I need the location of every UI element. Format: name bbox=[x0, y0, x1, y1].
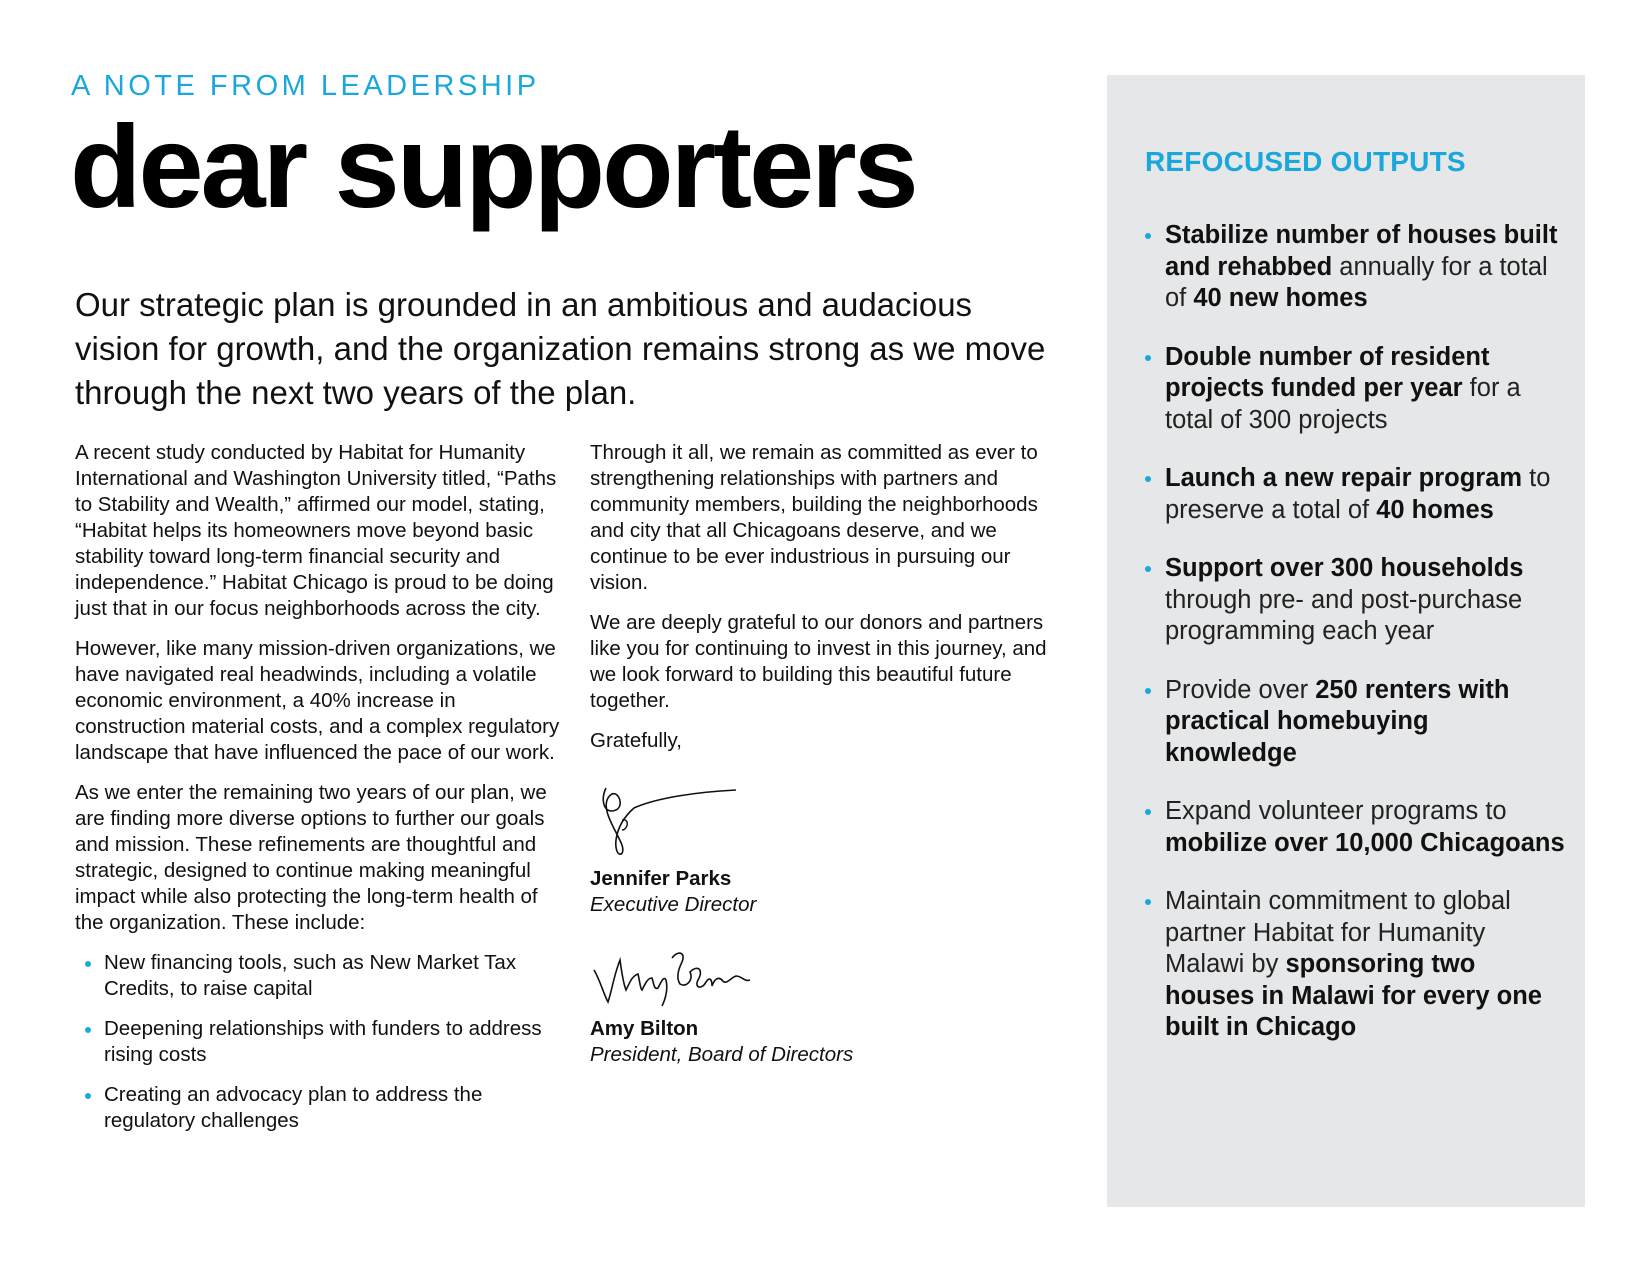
output-item bbox=[1145, 886, 1565, 1044]
bullet-icon bbox=[1145, 233, 1151, 239]
list-item-text: New financing tools, such as New Market Tax Credits, to raise capital bbox=[104, 951, 517, 1000]
output-bold: Launch a new repair program bbox=[1165, 464, 1523, 492]
body-paragraph: We are deeply grateful to our donors and partners like you for continuing to invest in this journey, and we look forward to building this beautiful future together. bbox=[590, 611, 1047, 712]
bullet-icon bbox=[1145, 809, 1151, 815]
body-paragraph: However, like many mission-driven organizations, we have navigated real headwinds, including a volatile economic environment, a 40% increase in construction material costs, and a complex regulatory landscape that have influenced the pace of our work. bbox=[75, 637, 560, 764]
lead-paragraph: Our strategic plan is grounded in an ambitious and audacious vision for growth, and the organization remains strong as we move through the next two years of the plan. bbox=[75, 286, 1046, 411]
output-bold: 250 renters with practical homebuying knowledge bbox=[1165, 675, 1510, 767]
output-bold: mobilize over 10,000 Chicagoans bbox=[1165, 828, 1565, 857]
bullet-icon bbox=[1145, 355, 1151, 361]
right-column bbox=[590, 440, 1065, 1090]
output-item bbox=[1145, 342, 1565, 437]
output-text: Maintain commitment to global partner Habitat for Humanity Malawi by bbox=[1165, 887, 1511, 978]
bullet-icon bbox=[1145, 899, 1151, 905]
list-item-text: Deepening relationships with funders to address rising costs bbox=[104, 1017, 542, 1066]
eyebrow: A NOTE FROM LEADERSHIP bbox=[71, 70, 540, 102]
signature-jennifer-parks bbox=[586, 770, 746, 860]
output-text: for a total of 300 projects bbox=[1165, 374, 1521, 434]
signer-role: President, Board of Directors bbox=[590, 1043, 854, 1066]
panel-title: REFOCUSED OUTPUTS bbox=[1145, 146, 1466, 177]
output-bold: 40 new homes bbox=[1193, 284, 1368, 312]
initiatives-list bbox=[75, 950, 565, 1134]
output-item bbox=[1145, 220, 1565, 315]
signer-block bbox=[590, 770, 1065, 918]
signer-block bbox=[590, 940, 1065, 1068]
output-item bbox=[1145, 463, 1565, 526]
body-paragraph: Through it all, we remain as committed as ever to strengthening relationships with partners and community members, building the neighborhoods and city that all Chicagoans deserve, and we continue to be ever industrious in pursuing our vision. bbox=[590, 441, 1038, 594]
bullet-icon bbox=[85, 961, 91, 967]
left-column bbox=[75, 440, 565, 1148]
output-bold: Double number of resident projects funded per year bbox=[1165, 342, 1490, 402]
page-title: dear supporters bbox=[70, 101, 916, 232]
output-bold: Stabilize number of houses built and rehabbed bbox=[1165, 221, 1558, 281]
output-text: through pre- and post-purchase programming each year bbox=[1165, 585, 1523, 645]
outputs-panel bbox=[1107, 75, 1585, 1207]
outputs-list bbox=[1145, 220, 1565, 1071]
output-bold: sponsoring two houses in Malawi for every one built in Chicago bbox=[1165, 950, 1542, 1041]
output-item bbox=[1145, 675, 1565, 770]
list-item-text: Creating an advocacy plan to address the regulatory challenges bbox=[104, 1083, 483, 1132]
bullet-icon bbox=[1145, 566, 1151, 572]
bullet-icon bbox=[1145, 476, 1151, 482]
bullet-icon bbox=[85, 1093, 91, 1099]
signature-amy-bilton bbox=[586, 940, 761, 1010]
output-text: Provide over bbox=[1165, 675, 1316, 704]
signer-name: Jennifer Parks bbox=[590, 867, 732, 890]
signer-name: Amy Bilton bbox=[590, 1017, 699, 1040]
output-bold: 40 homes bbox=[1376, 495, 1494, 524]
bullet-icon bbox=[85, 1027, 91, 1033]
output-text: annually for a total of bbox=[1165, 252, 1548, 312]
output-item bbox=[1145, 796, 1565, 859]
closing: Gratefully, bbox=[590, 729, 682, 752]
body-paragraph: As we enter the remaining two years of our plan, we are finding more diverse options to further our goals and mission. These refinements are thoughtful and strategic, designed to continue making meaningful impact while also protecting the long-term health of the organization. These include: bbox=[75, 781, 547, 934]
signer-role: Executive Director bbox=[590, 893, 757, 916]
output-text: to preserve a total of bbox=[1165, 464, 1551, 524]
output-bold: Support over 300 households bbox=[1165, 554, 1524, 582]
list-item bbox=[75, 950, 565, 1002]
body-paragraph: A recent study conducted by Habitat for Humanity International and Washington University titled, “Paths to Stability and Wealth,” affirmed our model, stating, “Habitat helps its homeowners move beyond basic stability toward long-term financial security and independence.” Habitat Chicago is proud to be doing just that in our focus neighborhoods across the city. bbox=[75, 441, 557, 620]
list-item bbox=[75, 1016, 565, 1068]
list-item bbox=[75, 1082, 565, 1134]
output-item bbox=[1145, 553, 1565, 648]
output-text: Expand volunteer programs to bbox=[1165, 797, 1507, 825]
bullet-icon bbox=[1145, 688, 1151, 694]
